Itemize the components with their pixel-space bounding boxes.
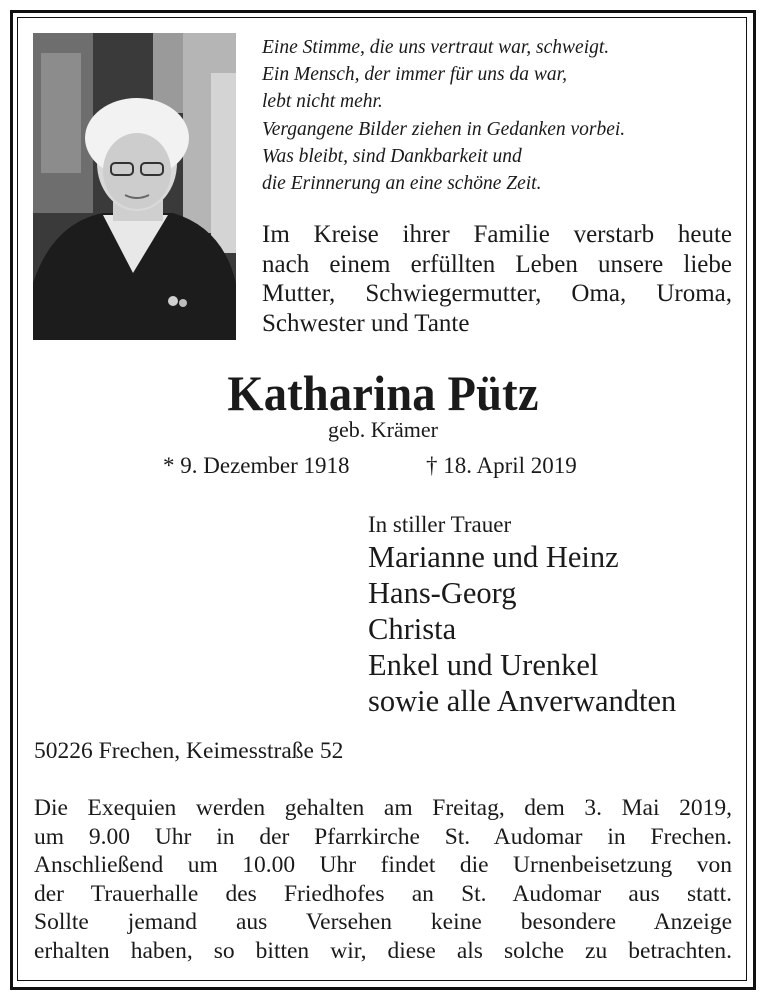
intro-line: nach einem erfüllten Leben unsere liebe xyxy=(262,250,732,278)
mourner-name: sowie alle Anverwandten xyxy=(368,684,677,718)
death-date: † 18. April 2019 xyxy=(426,453,577,478)
service-details xyxy=(34,794,732,965)
service-line: um 9.00 Uhr in der Pfarrkirche St. Audomar in Frechen. xyxy=(34,823,732,850)
poem xyxy=(262,34,732,197)
poem-line: Was bleibt, sind Dankbarkeit und xyxy=(262,145,522,167)
service-line: der Trauerhalle des Friedhofes an St. Audomar aus statt. xyxy=(34,880,732,907)
intro-line: Schwester und Tante xyxy=(262,309,470,337)
poem-line: Eine Stimme, die uns vertraut war, schweigt. xyxy=(262,37,610,58)
mourner-name: Christa xyxy=(368,612,457,646)
deceased-name: Katharina Pütz xyxy=(227,365,539,421)
mourner-name: Enkel und Urenkel xyxy=(368,648,599,682)
intro-text xyxy=(262,220,732,338)
poem-line: die Erinnerung an eine schöne Zeit. xyxy=(262,173,542,195)
poem-line: Vergangene Bilder ziehen in Gedanken vorbei. xyxy=(262,118,626,140)
intro-line: Mutter, Schwiegermutter, Oma, Uroma, xyxy=(262,280,732,307)
portrait-photo xyxy=(33,33,236,340)
mourner-name: Marianne und Heinz xyxy=(368,540,619,574)
mourning-label: In stiller Trauer xyxy=(368,512,512,537)
poem-line: lebt nicht mehr. xyxy=(262,91,383,113)
mourners-list xyxy=(368,539,676,719)
birth-date: * 9. Dezember 1918 xyxy=(163,453,350,478)
address: 50226 Frechen, Keimesstraße 52 xyxy=(34,738,344,764)
maiden-name: geb. Krämer xyxy=(328,417,438,442)
poem-line: Ein Mensch, der immer für uns da war, xyxy=(262,64,567,86)
service-line: Die Exequien werden gehalten am Freitag, dem 3. Mai 2019, xyxy=(34,795,732,821)
service-line: erhalten haben, so bitten wir, diese als solche zu betrachten. xyxy=(34,937,732,964)
mourner-name: Hans-Georg xyxy=(368,576,517,610)
service-line: Sollte jemand aus Versehen keine besondere Anzeige xyxy=(34,909,732,935)
intro-line: Im Kreise ihrer Familie verstarb heute xyxy=(262,221,732,248)
service-line: Anschließend um 10.00 Uhr findet die Urnenbeisetzung von xyxy=(34,852,732,878)
